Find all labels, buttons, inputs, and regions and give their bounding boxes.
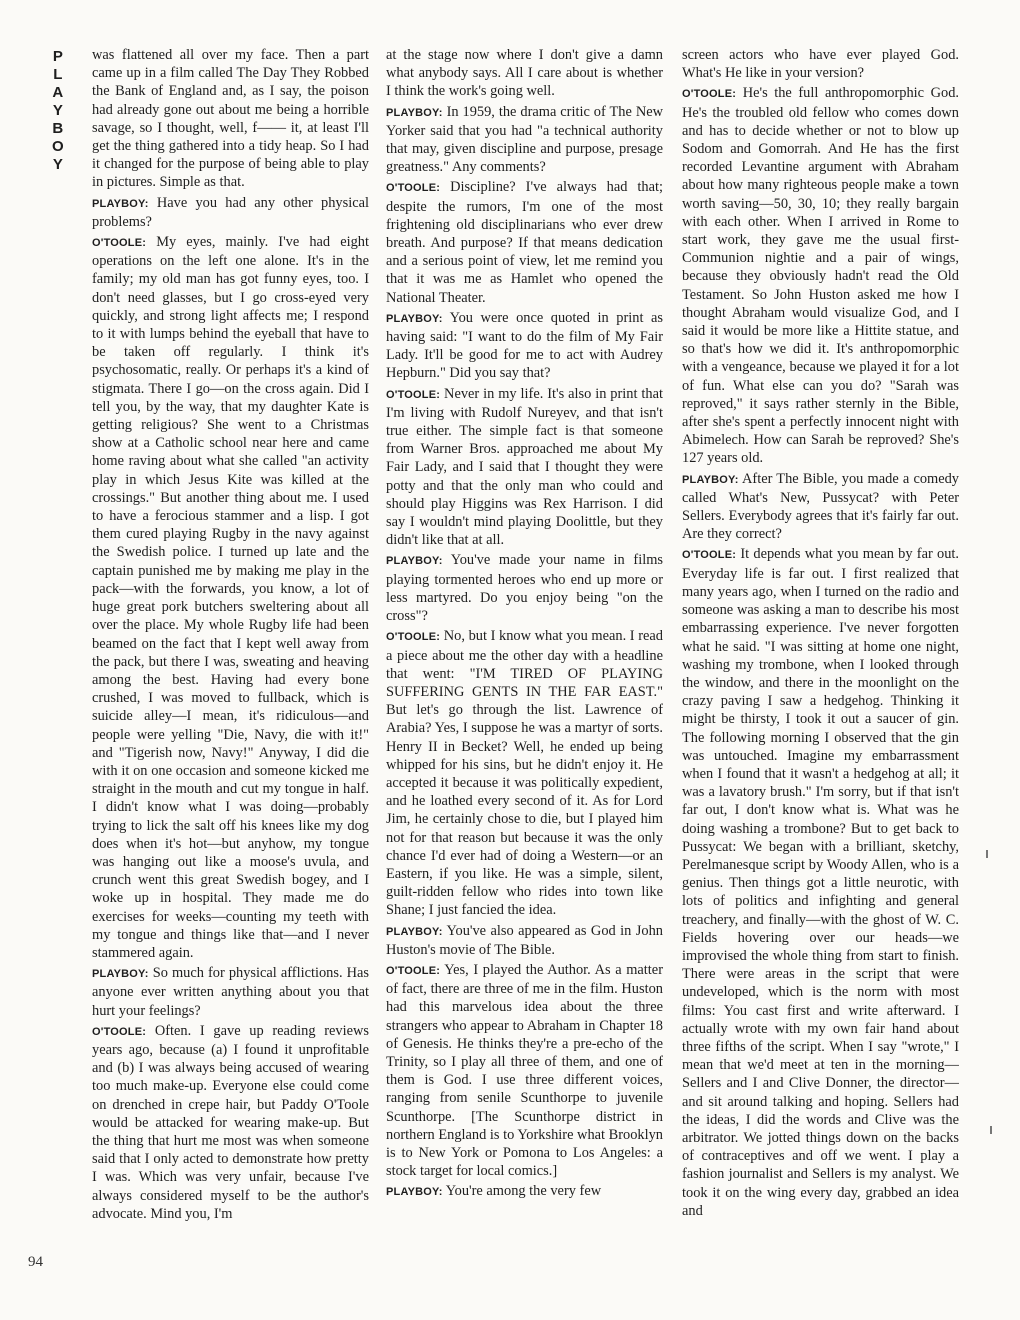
paragraph-text: Often. I gave up reading reviews years ago, because (a) I found it unprofitable and (b) I was always being accused of wearing too much make-up. Everyone else could come on drenched in crepe hair, but Paddy O'Toole would be attacked for wearing make-up. But the thing that hurt me most was when someone said that I only acted to demonstrate how pretty I was. Which was very unfair, because I've always considered myself to be the author's advocate. Mind you, I'm [92,1022,369,1222]
interview-paragraph [386,922,663,959]
paragraph-text: You've also appeared as God in John Huston's movie of The Bible. [386,922,663,958]
speaker-label: PLAYBOY: [386,312,443,325]
paragraph-text: You were once quoted in print as having said: "I want to do the film of My Fair Lady. It'll be good for me to act with Audrey Hepburn." Did you say that? [386,309,663,382]
interview-paragraph [92,964,369,1020]
speaker-label: O'TOOLE: [682,549,737,562]
logo-letter: Y [52,156,63,173]
interview-paragraph [386,1182,663,1201]
speaker-label: O'TOOLE: [92,1025,147,1038]
scan-edge-mark [986,850,988,858]
speaker-label: PLAYBOY: [92,968,149,981]
interview-paragraph [386,309,663,383]
logo-letter: A [52,84,64,101]
speaker-label: O'TOOLE: [682,88,737,101]
logo-letter: B [52,120,64,137]
text-column-2 [386,46,663,1286]
paragraph-text: No, but I know what you mean. I read a piece about me the other day with a headline that went: "I'M TIRED OF PLAYING SUFFERING GENTS IN THE FAR EAST." But let's go through the list. Lawrence of Arabia? Yes, I suppose he was a martyr of sorts. Henry II in Becket? Well, he ended up being whipped for his sins, but he didn't enjoy it. He accepted it because it was politically expedient, and he loathed every second of it. As for Lord Jim, he certainly chose to die, but I played him not for that reason but because it was the only chance I'd ever had of doing a Western—or an Eastern, if you like. He was a simple, silent, guilt-ridden fellow who rides into town like Shane; I just fancied the idea. [386,628,663,919]
paragraph-text: Yes, I played the Author. As a matter of fact, there are three of me in the film. Huston had this marvelous idea about the three strangers who appear to Abraham in Chapter 18 of Genesis. He thinks they're a pre-echo of the Trinity, so I play all three of them, and one of them is God. I use three different voices, ranging from senile Scunthorpe to juvenile Scunthorpe. [The Scunthorpe district in northern England is to Yorkshire what Brooklyn is to New York or Pomona to Los Angeles: a stock target for local comics.] [386,961,663,1180]
text-column-1 [92,46,369,1286]
page-number: 94 [28,1254,43,1270]
speaker-label: PLAYBOY: [386,1186,443,1199]
speaker-label: O'TOOLE: [92,237,147,250]
speaker-label: O'TOOLE: [386,964,441,977]
paragraph-text: Discipline? I've always had that; despite the rumors, I'm one of the most frightening old disciplinarians who ever drew breath. And purpose? If that means dedication and a serious point of view, let me remind you that it was me as Hamlet who opened the National Theater. [386,179,663,306]
interview-paragraph [92,1022,369,1223]
interview-paragraph [682,545,959,1220]
interview-paragraph [682,470,959,544]
logo-letter: L [53,66,63,83]
paragraph-text: My eyes, mainly. I've had eight operations on the left one alone. It's in the family; my old man has got funny eyes, too. I don't need glasses, but I go cross-eyed very quickly, and strong light affects me; I respond to it with lumps behind the eyeball that have to be taken off regularly. I think it's psychosomatic, really. Or perhaps it's a kind of stigmata. There I go—on the cross again. Did I tell you, by the way, that my daughter Kate is getting religious? She went to a Christmas show at a Catholic school near here and came home raving about what she called "an activity play in which Jesus Kite was killed at the crossings." But another thing about me. I used to have a ferocious stammer and a lisp. I got them cured playing Rugby in the navy against the Swedish police. I turned up late and the captain punished me by making me play in the pack—with the forwards, you know, a lot of huge great pork butchers sweltering about all over the place. My whole Rugby life had been beamed on the fact that I kept well away from the pack, but there I was, sweating and heaving among the best. Having had every bone crushed, I was moved to fullback, which is suicide alley—I mean, it's ridiculous—and people were yelling "Die, Navy, die with it!" and "Tigerish now, Navy!" Anyway, I did die with it on one occasion and someone kicked me straight in the mouth and cut my tongue in half. I didn't know what I was doing—probably trying to lick the salt off his knees like my dog does when it's hot—but anyhow, my tongue was hanging out like a moose's uvula, and crunch went this great Swedish bogey, and I woke up in hospital. They made me do exercises for weeks—counting my teeth with my tongue and things like that—and I never stammered again. [92,234,369,961]
speaker-label: PLAYBOY: [682,473,739,486]
scan-edge-mark [990,1126,992,1134]
interview-paragraph [386,551,663,625]
speaker-label: O'TOOLE: [386,388,441,401]
interview-paragraph [92,194,369,231]
paragraph-text: Never in my life. It's also in print that I'm living with Rudolf Nureyev, and that isn't true either. The simple fact is that someone from Warner Bros. approached me about My Fair Lady, and I said that I thought they were potty and that the only man who could and should play Higgins was Rex Harrison. I did say I wouldn't mind playing Doolittle, but they didn't like that at all. [386,385,663,549]
paragraph-text: Have you had any other physical problems? [92,194,369,230]
interview-paragraph [386,385,663,550]
paragraph-text: He's the full anthropomorphic God. He's the troubled old fellow who comes down and has to decide whether or not to blow up Sodom and Gomorrah. And He has the first recorded Levantine argument with Abraham about how many righteous people make a town worth saving—50, 30, 10; they really bargain with each other. When I arrived in Rome to start work, they gave me the usual first-Communion nightie and a pair of wings, because they obviously hadn't read the Old Testament. So John Huston asked me how I thought Abraham would visualize God, and I said it would be more like a Hittite statue, and so that's how we did it. It's anthropomorphic with a vengeance, because we played it for a lot of fun. What else can you do? "Sarah was reproved," it says rather sternly in the Bible, after she's spent a perfectly innocent night with Abimelech. How can Sarah be reproved? She's 127 years old. [682,85,959,467]
speaker-label: PLAYBOY: [386,925,443,938]
speaker-label: PLAYBOY: [386,555,443,568]
continued-paragraph: at the stage now where I don't give a damn what anybody says. All I care about is whether I think the work's going well. [386,47,663,100]
interview-paragraph [682,84,959,467]
speaker-label: PLAYBOY: [386,106,443,119]
interview-paragraph [92,233,369,962]
logo-letter: P [52,48,63,65]
paragraph-text: After The Bible, you made a comedy called What's New, Pussycat? with Peter Sellers. Everybody agrees that it's fairly far out. Are they correct? [682,470,959,543]
continued-paragraph: was flattened all over my face. Then a part came up in a film called The Day They Robbed the Bank of England and, as I say, the poison had already gone out about me being a horrible savage, so I thought, well, f—— it, at least I'll get the thing gathered into a tidy heap. So I had it changed for the purpose of being able to play in pictures. Simple as that. [92,47,369,191]
interview-paragraph [386,961,663,1180]
logo-letter: Y [52,102,63,119]
text-column-3 [682,46,959,1286]
paragraph-text: It depends what you mean by far out. Everyday life is far out. I first realized that many years ago, when I turned on the radio and someone was asking a man to describe his most embarrassing experience. I've never forgotten what he said. "I was sitting at home one night, washing my trombone, when I looked through the window, and there in the moonlight on the crazy paving I saw a hedgehog. Thinking it might be thirsty, I took it out a saucer of gin. The following morning I observed that the gin was untouched. Imagine my embarrassment when I found that it wasn't a hedgehog at all; it was a lavatory brush." I'm sorry, but if that isn't far out, I don't know what is. What was he doing washing a trombone? But to get back to Pussycat: We began with a brilliant, sketchy, Perelmanesque script by Woody Allen, who is a genius. Then things got a little neurotic, with lots of politics and infighting and general treachery, and finally—with the ghost of W. C. Fields hovering over our heads—we improvised the whole thing from start to finish. There were areas in the script that were undeveloped, which is the norm with most films: You cast first and write afterward. I actually wrote with my own fair hand about three fifths of the script. When I say "wrote," I mean that we'd meet at ten in the morning—Sellers and I and Clive Donner, the director—and sit around talking and hoping. Sellers had the ideas, I did the words and Clive was the arbitrator. We jotted things down on the backs of contraceptives and off we went. I play a fashion journalist and Sellers is my analyst. We took it on the wing every day, grabbed an idea and [682,546,959,1219]
playboy-vertical-logo [52,48,64,174]
interview-paragraph [386,103,663,177]
paragraph-text: So much for physical afflictions. Has anyone ever written anything about you that hurt your feelings? [92,965,369,1019]
paragraph-text: You're among the very few [445,1183,602,1200]
speaker-label: PLAYBOY: [92,197,149,210]
continued-paragraph: screen actors who have ever played God. What's He like in your version? [682,47,959,82]
paragraph-text: In 1959, the drama critic of The New Yorker said that you had "a technical authority that may, given discipline and purpose, presage greatness." Any comments? [386,103,663,176]
paragraph-text: You've made your name in films playing tormented heroes who end up more or less martyred. Do you enjoy being "on the cross"? [386,552,663,625]
interview-paragraph [386,178,663,306]
logo-letter: O [52,138,64,155]
interview-paragraph [386,627,663,919]
speaker-label: O'TOOLE: [386,631,441,644]
speaker-label: O'TOOLE: [386,182,441,195]
